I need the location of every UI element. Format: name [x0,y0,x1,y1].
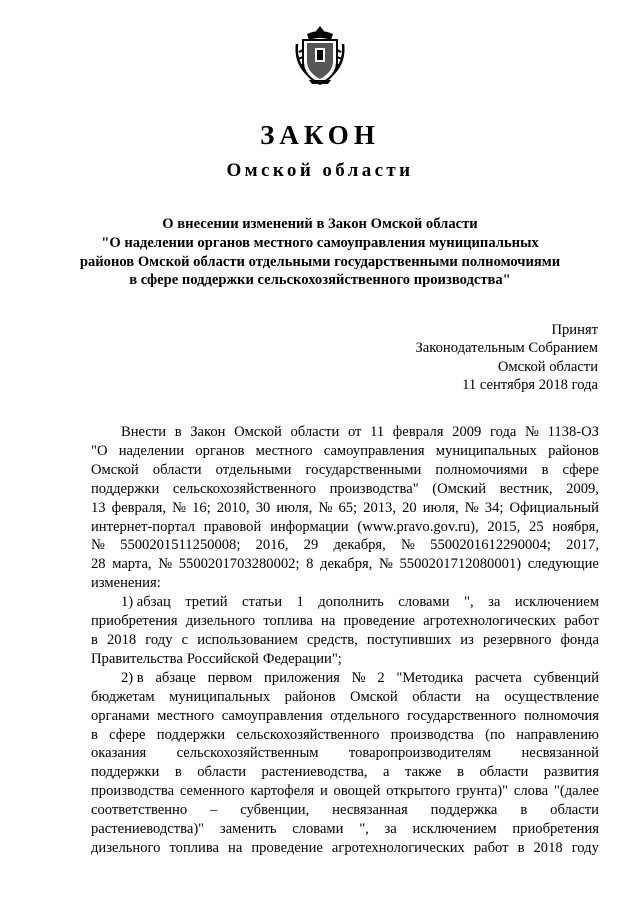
word: производства [390,726,474,743]
word: из [460,631,474,648]
word: области [290,424,340,440]
text-line [91,555,599,574]
word: 2018 [107,631,137,648]
word: 5500201612290004; [430,537,551,554]
text-line [91,763,599,782]
word: субвенций [533,669,599,686]
word: и [319,783,328,800]
word: ноября, [552,518,599,535]
word: поддержка [430,802,498,819]
text-line [91,650,599,669]
word: работ [564,613,599,630]
word: проведение [251,839,323,856]
word: полномочия [523,707,599,724]
word: растениеводства)" [91,821,205,838]
law-title: ЗАКОН [260,120,380,150]
word: местного [157,707,215,724]
word: 13 [91,499,106,516]
word: резервного [482,631,552,648]
word: (по [485,726,506,743]
word: № [378,556,393,573]
word: № [525,424,539,440]
word: оказания [91,745,147,762]
adoption-line: Принят [551,322,598,338]
text-line [91,536,599,555]
word: статьи [242,594,283,611]
word: семенного [179,783,245,800]
text-line [91,839,599,858]
text-line [91,518,599,537]
word: 20 [402,499,417,516]
word: Омской [91,461,139,478]
word: приложения [264,669,340,686]
word: абзаце [155,669,196,686]
word: муниципальных [169,688,271,705]
word: № [464,499,479,516]
word: в [520,802,528,819]
word: (www.pravo.gov.ru), [357,518,479,535]
word: № [158,556,173,573]
word: использованием [197,631,298,648]
word: на [475,688,490,705]
adoption-line: Омской области [497,358,598,375]
word: поддержки [156,726,226,743]
word: 25 [529,518,544,535]
word: агротехнологических [331,839,465,856]
adoption-line: Законодательным Собранием [415,340,598,357]
word: овощей [333,783,381,800]
word: июля, [276,499,313,516]
word: № [318,499,333,516]
text-line [91,707,599,726]
word: сельскохозяйственного [172,480,317,497]
word: а [383,764,390,781]
word: сфере [562,461,599,478]
word: 2013, [363,499,396,516]
word: от [347,424,362,440]
word: исключением [514,594,599,611]
word: февраля, [111,499,167,516]
word: "(далее [553,783,599,800]
word: дизельного [185,613,256,630]
word: году [571,839,599,856]
word: муниципальных [435,442,537,459]
word: 2009 [452,424,482,440]
word: 2015, [487,518,521,535]
word: приобретения [91,613,178,630]
word: "Методика [396,669,464,686]
word: открытого [386,783,451,800]
word: 5500201712080001) [399,556,522,573]
word: картофеля [250,783,315,800]
word: Омской [350,688,398,705]
word: производства" [329,480,419,497]
word: Закон [190,424,226,440]
word: в [457,764,464,781]
word: в [91,726,98,743]
word: слова [513,783,549,800]
word: субвенции, [240,802,310,819]
word: отдельными [215,461,292,478]
word: вестник, [499,480,553,497]
text-line [91,631,599,650]
word: правовой [203,518,262,535]
word: 2 [377,669,385,686]
word: топлива [169,839,220,856]
word: области [479,764,529,781]
word: топлива [263,613,313,630]
word: 2016, [255,537,289,554]
word: 2017, [566,537,599,554]
word: органами [91,707,150,724]
word: дизельного [91,839,161,856]
word: 34; [484,499,504,516]
word: за [488,594,501,611]
word: Российской [186,650,259,667]
word: области [550,802,599,819]
word: области [412,688,461,705]
word: декабря, [320,556,373,573]
word: 30 [255,499,271,516]
word: № [91,537,105,554]
word: исключением [412,821,497,838]
word: Федерации"; [262,650,342,667]
heading-line: в сфере поддержки сельскохозяйственного производства" [129,272,511,289]
word: области [197,764,247,781]
word: районов [284,688,336,705]
word: агротехнологических [423,613,557,630]
word: Омской [234,424,282,440]
word: третий [185,594,228,611]
word: июля, [422,499,459,516]
text-line [91,801,599,820]
word: 8 [306,556,314,573]
word: приобретения [512,821,599,838]
text-line [91,423,599,442]
word: следующие [527,556,599,573]
word: словами [292,821,344,838]
word: бюджетам [91,688,155,705]
word: фонда [560,631,599,648]
word: растениеводства, [261,764,368,781]
word: декабря, [333,537,386,554]
text-line [91,612,599,631]
word: марта, [112,556,152,573]
text-line [91,669,599,688]
word: товаропроизводителям [348,745,492,762]
word: государственными [305,461,422,478]
word: 5500201511250008; [120,537,241,554]
word: изменения: [91,575,161,592]
word: "О [91,442,108,459]
word: 2009, [566,480,599,497]
text-line [91,782,599,801]
word: соответственно [91,802,188,819]
law-heading [60,215,580,290]
word: в [174,424,182,440]
word: 2010, [216,499,250,516]
word: производства [91,783,175,800]
word: 29 [303,537,319,554]
word: в [91,631,98,648]
law-region: Омской области [226,160,414,181]
text-line [91,461,599,480]
word: 11 [370,424,385,440]
word: наделении [118,442,185,459]
adoption-line: 11 сентября 2018 года [462,376,598,393]
word: 2) в [121,669,144,686]
word: работ [473,839,509,856]
word: полномочиями [435,461,528,478]
word: в [517,839,525,856]
word: местного [255,442,313,459]
word: сфере [109,726,146,743]
word: несвязанной [521,745,599,762]
text-line [91,688,599,707]
word: на [321,613,336,630]
word: в [541,461,549,478]
text-line [91,744,599,763]
word: поддержки [91,480,160,497]
word: с [181,631,189,648]
word: области [152,461,202,478]
word: № [401,537,415,554]
word: интернет-портал [91,518,195,535]
word: также [405,764,442,781]
word: направлению [516,726,599,743]
word: Правительства [91,650,183,667]
word: ", [464,594,474,611]
text-line [91,726,599,745]
word: 1) абзац [121,594,171,611]
text-line [91,574,599,593]
word: 1 [296,594,304,611]
word: органов [195,442,245,459]
text-line [91,820,599,839]
word: года [489,424,517,440]
word: № [351,669,366,686]
text-line [91,593,599,612]
word: развития [543,764,599,781]
word: на [228,839,243,856]
text-line [91,442,599,461]
word: осуществление [504,688,599,705]
text-line [91,480,599,499]
word: 1138-ОЗ [547,424,599,440]
word: сельскохозяйственного [236,726,380,743]
word: государственного [407,707,517,724]
heading-line: "О наделении органов местного самоуправления муниципальных [101,234,539,251]
word: отдельного [330,707,400,724]
word: за [384,821,397,838]
word: Официальный [509,499,599,516]
word: ", [359,821,369,838]
word: сельскохозяйственным [176,745,319,762]
heading-line: О внесении изменений в Закон Омской области [162,216,478,232]
word: Внести [121,424,167,440]
word: информации [270,518,349,535]
word: поддержки [91,764,160,781]
word: 28 [91,556,106,573]
word: грунта)" [456,783,509,800]
word: заменить [219,821,277,838]
word: дополнить [318,594,384,611]
law-body-text [91,423,599,858]
word: 2018 [533,839,563,856]
word: № [172,499,187,516]
word: – [210,802,218,819]
word: словами [398,594,450,611]
word: самоуправления [221,707,323,724]
heading-line: районов Омской области отдельными государственными полномочиями [79,253,561,270]
word: февраля [392,424,444,440]
word: поступивших [366,631,452,648]
word: проведение [343,613,415,630]
omsk-region-coat-of-arms-icon [295,24,345,86]
word: в [174,764,182,781]
word: районов [548,442,599,459]
word: самоуправления [323,442,425,459]
word: средств, [306,631,358,648]
word: 65; [338,499,358,516]
text-line [91,499,599,518]
word: 5500201703280002; [178,556,300,573]
word: (Омский [432,480,487,497]
word: расчета [474,669,522,686]
word: году [145,631,173,648]
adoption-block [416,321,599,394]
word: несвязанная [332,802,408,819]
word: 16; [192,499,211,516]
word: первом [207,669,253,686]
